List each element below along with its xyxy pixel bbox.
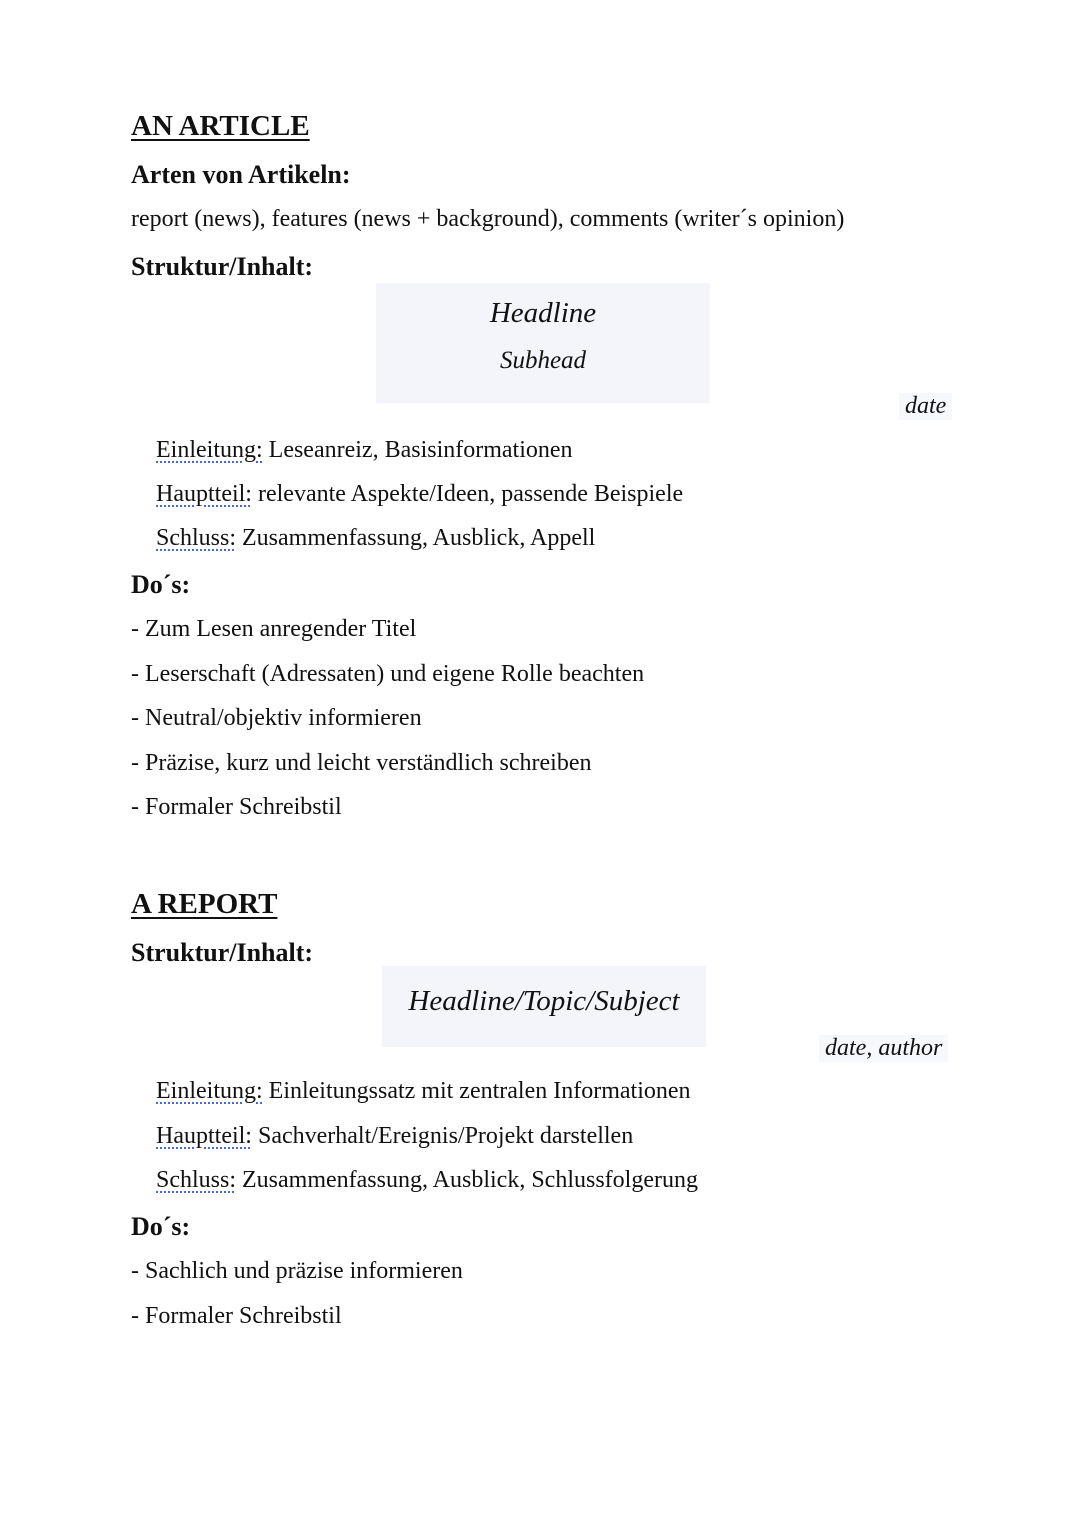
report-dos-item: - Sachlich und präzise informieren [131, 1258, 463, 1284]
report-title: A REPORT [131, 888, 278, 920]
article-dos-item: - Neutral/objektiv informieren [131, 705, 422, 731]
article-title: AN ARTICLE [131, 110, 310, 142]
article-date-label: date [899, 393, 952, 420]
article-dos-heading: Do´s: [131, 570, 191, 599]
article-dos-item: - Präzise, kurz und leicht verständlich schreiben [131, 750, 592, 776]
structure-item-text: Sachverhalt/Ereignis/Projekt darstellen [251, 1123, 634, 1149]
structure-item-text: Leseanreiz, Basisinformationen [262, 437, 573, 463]
structure-item-label: Hauptteil: [156, 481, 252, 507]
article-dos-item: - Leserschaft (Adressaten) und eigene Rolle beachten [131, 661, 645, 687]
article-structure-item [156, 525, 595, 552]
structure-item-label: Einleitung: [156, 437, 263, 463]
report-structure-item [156, 1167, 698, 1194]
structure-item-label: Schluss: [156, 1167, 237, 1193]
report-dos-item: - Formaler Schreibstil [131, 1303, 342, 1329]
report-headline-box [382, 966, 706, 1047]
article-structure-item [156, 437, 573, 464]
structure-item-label: Hauptteil: [156, 1123, 252, 1149]
article-types-heading: Arten von Artikeln: [131, 160, 351, 189]
article-dos-item: - Formaler Schreibstil [131, 794, 342, 820]
structure-item-text: relevante Aspekte/Ideen, passende Beispiele [251, 481, 684, 507]
article-box-subhead: Subhead [499, 347, 587, 374]
report-dos-heading: Do´s: [131, 1212, 191, 1241]
article-headline-box [376, 283, 710, 403]
report-structure-item [156, 1078, 691, 1105]
report-date-label: date, author [819, 1035, 948, 1062]
report-box-headline: Headline/Topic/Subject [408, 985, 680, 1017]
structure-item-label: Schluss: [156, 525, 237, 551]
article-box-headline: Headline [489, 297, 597, 329]
report-structure-heading: Struktur/Inhalt: [131, 938, 314, 967]
structure-item-text: Zusammenfassung, Ausblick, Appell [236, 525, 596, 551]
structure-item-text: Zusammenfassung, Ausblick, Schlussfolgerung [236, 1167, 698, 1193]
article-types-text: report (news), features (news + background), comments (writer´s opinion) [131, 206, 845, 232]
structure-item-text: Einleitungssatz mit zentralen Informationen [262, 1078, 691, 1104]
article-dos-item: - Zum Lesen anregender Titel [131, 616, 417, 642]
report-structure-item [156, 1123, 633, 1150]
structure-item-label: Einleitung: [156, 1078, 263, 1104]
article-structure-heading: Struktur/Inhalt: [131, 252, 314, 281]
article-structure-item [156, 481, 683, 508]
